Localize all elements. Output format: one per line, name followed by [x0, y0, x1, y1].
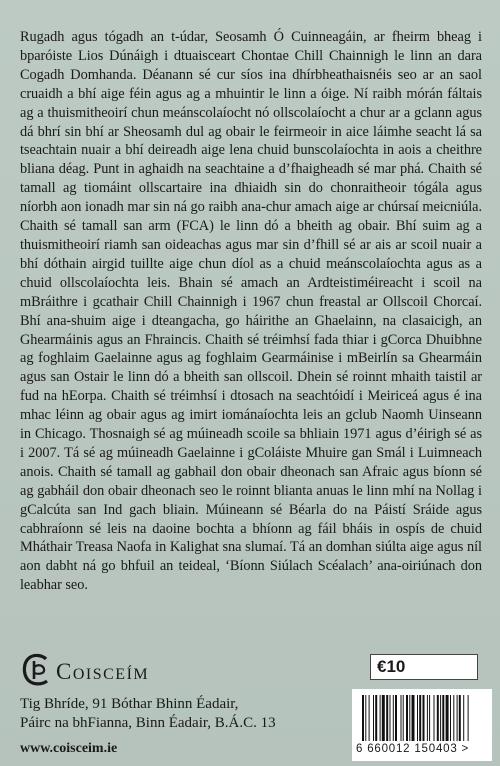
- isbn-barcode: [352, 689, 492, 761]
- price-value: €10: [377, 657, 406, 676]
- blurb-text: Rugadh agus tógadh an t-údar, Seosamh Ó Cuinneagáin, ar fheirm bheag i bparóiste Lios Dúnáigh i dtuaisceart Chontae Chill Chainnigh le linn an dara Cogadh Domhanda. Déanann sé cur síos ina dhírbheathaisnéis seo ar an saol cruaidh a bhí aige féin agus ag a mhuintir le linn a óige. Ní raibh mórán fáltais ag a thuismitheoirí chun meánscolaíocht nó ollscolaíocht a chur ar a gclann agus dá bhrí sin bhí ar Sheosamh dul ag obair le feirmeoir in aice láimhe seacht lá sa tseachtain nuair a bhí deireadh aige lena chuid bunscolaíochta in aois a cheithre bliana déag. Punt in aghaidh na seachtaine a d’fhaigheadh sé mar phá. Chaith sé tamall ag tiomáint ollscartaire ina dhiaidh sin do chonraitheoir tógála agus níorbh aon ionadh mar sin ná go raibh ana-chur amach aige ar chúrsaí meicniúla. Chaith sé tamall san arm (FCA) le linn dó a bheith ag obair. Bhí suim ag a thuismitheoirí riamh san oideachas agus mar sin d’fhill sé ar ais ar scoil nuair a bhí dóthain airgid tuillte aige chun díol as a chuid meánscolaíochta agus as a chuid ollscolaíochta leis. Bhain sé amach an Ardteistiméireacht i scoil na mBráithre i gcathair Chill Chainnigh i 1967 chun freastal ar Ollscoil Chorcaí. Bhí ana-shuim aige i dteangacha, go háirithe an Ghaelainn, na clasaicigh, an Ghearmáinis agus an Fhraincis. Chaith sé tréimhsí fada thiar i gCorca Dhuibhne ag foghlaim Gaelainne agus ag foghlaim Gearmáinise i mBeirlín sa Ghearmáin agus san Ostair le linn dó a bheith san ollscoil. Dhein sé roinnt mhaith taistil ar fud na hEorpa. Chaith sé tréimhsí i dtosach na seachtóidí i Meiriceá agus é ina mhac léinn ag obair agus ag imirt iománaíochta leis an gclub Naomh Uinseann in Chicago. Thosnaigh sé ag múineadh scoile sa bhliain 1971 agus d’éirigh sé as i 2007. Tá sé ag múineadh Gaelainne i gColáiste Mhuire gan Smál i Luimneach anois. Chaith sé tamall ag gabhail don obair dheonach san Afraic agus bíonn sé ag gabháil don obair dheonach seo le roinnt blianta anuas le linn mhí na Nollag i gCalcúta san Ind gach bliain. Múineann sé Béarla do na Páistí Sráide agus cabhraíonn sé leis na daoine bochta a bhíonn ag fáil bháis in ospís de chuid Mháthair Treasa Naofa in Kalighat sna slumaí. Tá an domhan siúlta aige agus níl aon dabht ná go bhfuil an teideal, ‘Bíonn Siúlach Scéalach’ ana-oiriúnach don leabhar seo.: [20, 29, 482, 594]
- barcode-digits: 6 660012 150403 >: [356, 743, 470, 755]
- author-biography-blurb: [20, 28, 482, 595]
- publisher-name: Coisceím: [56, 659, 150, 684]
- publisher-website-link[interactable]: www.coisceim.ie: [20, 741, 118, 756]
- address-line-2: Páirc na bhFianna, Binn Éadair, B.Á.C. 13: [20, 714, 276, 731]
- publisher-address: [20, 695, 276, 732]
- coisceim-logo-icon: [20, 652, 54, 688]
- barcode-bars-icon: [362, 695, 482, 743]
- price-label: [370, 654, 478, 680]
- publisher-logo: [20, 652, 149, 688]
- address-line-1: Tig Bhríde, 91 Bóthar Bhinn Éadair,: [20, 696, 239, 712]
